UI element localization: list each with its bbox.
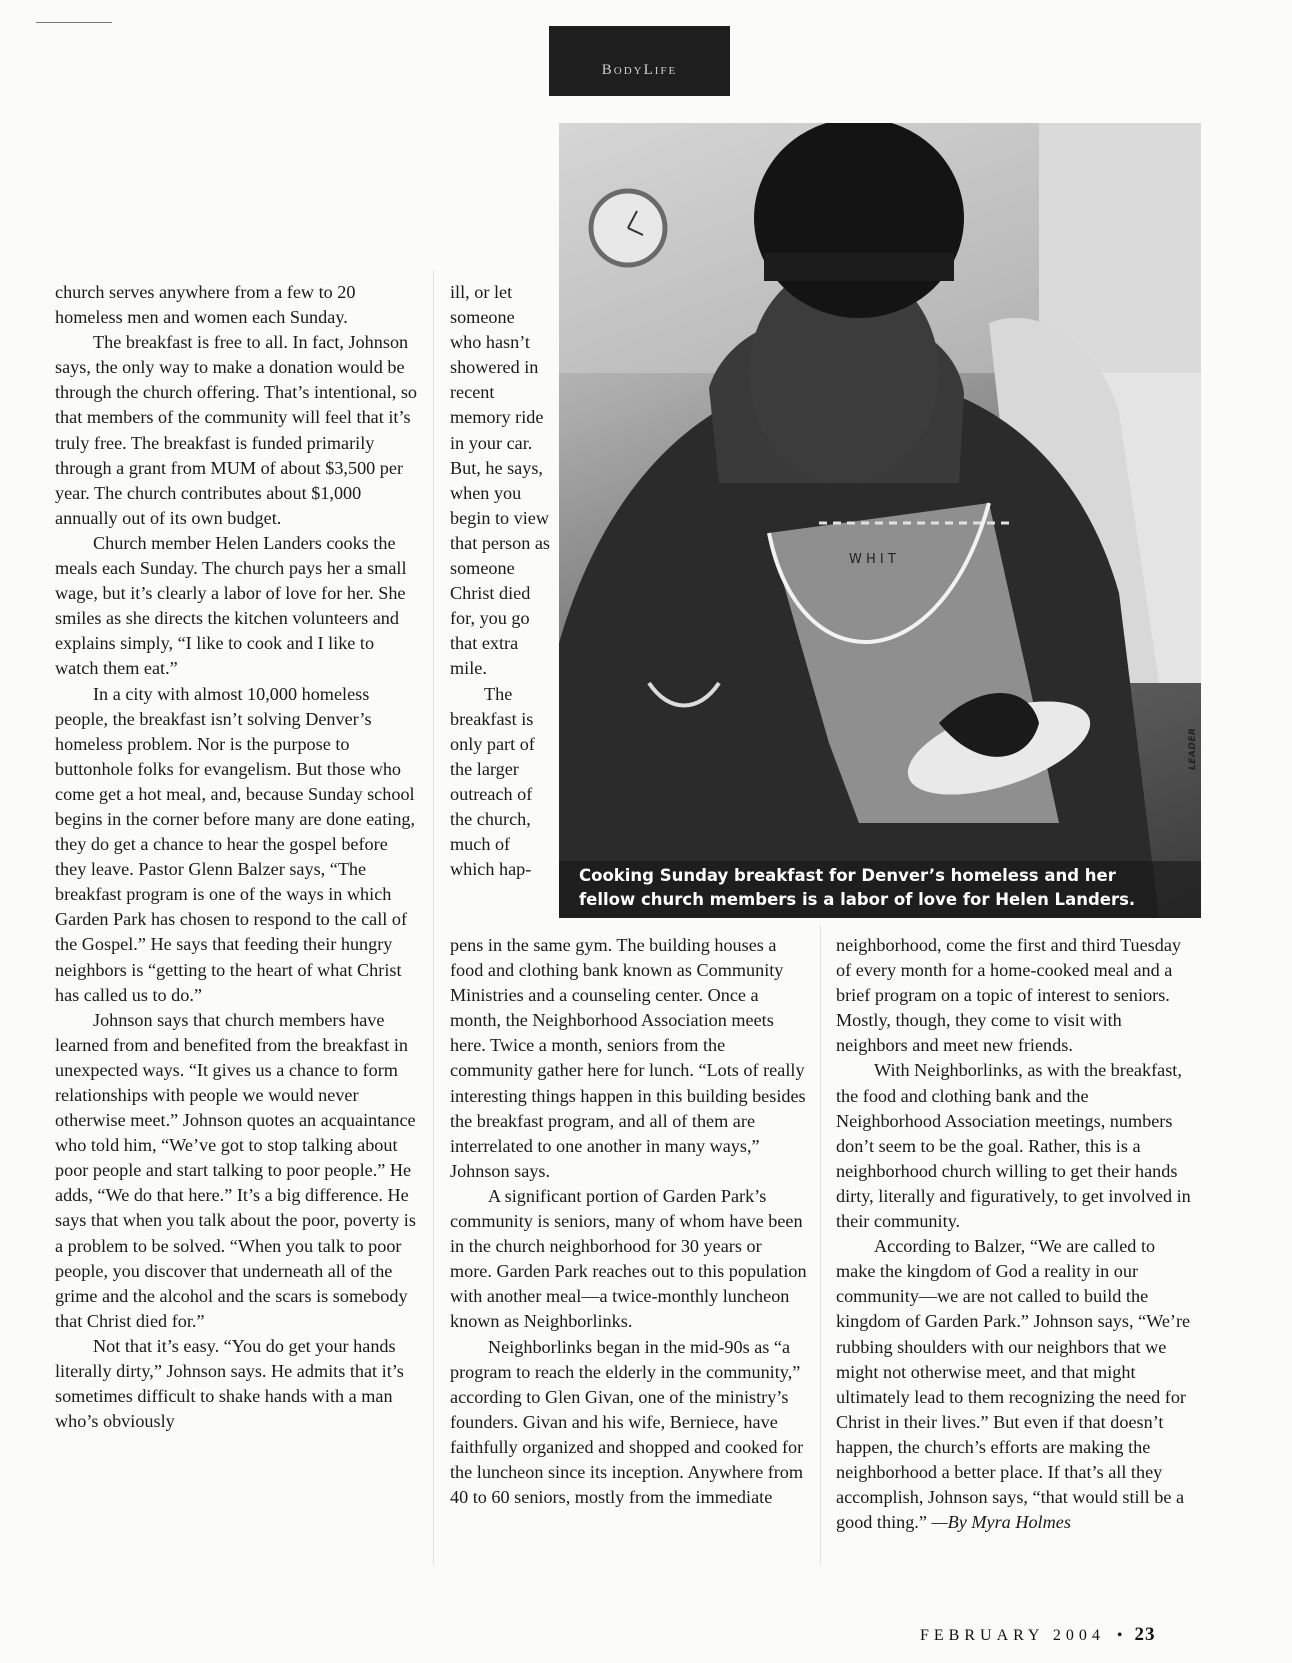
paragraph: The breakfast is only part of the larger outreach of the church, much of which hap-: [450, 683, 535, 880]
paragraph: [836, 1234, 1196, 1535]
photo-caption: [559, 861, 1201, 918]
caption-line-1: Cooking Sunday breakfast for Denver’s homeless and her: [579, 866, 1116, 885]
paragraph: Neighborlinks began in the mid-90s as “a program to reach the elderly in the community,” according to Glen Givan, one of the ministry’s founders. Givan and his wife, Berniece, have faithfully organized and shopped and cooked for the luncheon since its inception. Anywhere from 40 to 60 seniors, mostly from the immediate: [450, 1336, 804, 1508]
caption-line-2: fellow church members is a labor of love for Helen Landers.: [579, 890, 1136, 909]
hat-shape: [754, 123, 964, 318]
article-column-1: [55, 280, 419, 1434]
photo-credit: LEADER: [1188, 727, 1198, 770]
paragraph: A significant portion of Garden Park’s community is seniors, many of whom have been in the church neighborhood for 30 years or more. Garden Park reaches out to this population with another meal—a twice-monthly luncheon known as Neighborlinks.: [450, 1185, 807, 1332]
paragraph: With Neighborlinks, as with the breakfast, the food and clothing bank and the Neighborhood Association meetings, numbers don’t seem to be the goal. Rather, this is a neighborhood church willing to get their hands dirty, literally and figuratively, to get involved in their community.: [836, 1060, 1191, 1232]
paragraph: ill, or let someone who hasn’t showered in recent memory ride in your car. But, he says, when you begin to view that person as someone Christ died for, you go that extra mile.: [450, 282, 551, 679]
paragraph: Not that it’s easy. “You do get your hands literally dirty,” Johnson says. He admits that it’s sometimes difficult to shake hands with a man who’s obviously: [55, 1335, 404, 1432]
byline: —By Myra Holmes: [931, 1512, 1071, 1533]
paragraph: neighborhood, come the first and third Tuesday of every month for a home-cooked meal and a brief program on a topic of interest to seniors. Mostly, though, they come to visit with neighbors and meet new friends.: [836, 935, 1182, 1056]
paragraph: Johnson says that church members have learned from and benefited from the breakfast in unexpected ways. “It gives us a chance to form relationships with people we would never otherwise meet.” Johnson quotes an acquaintance who told him, “We’ve got to stop talking about poor people and start talking to poor people.” He adds, “We do that here.” It’s a big difference. He says that when you talk about the poor, poverty is a problem to be solved. “When you talk to poor people, you discover that underneath all of the grime and the alcohol and the scars is somebody that Christ died for.”: [55, 1009, 416, 1331]
page-footer: [920, 1624, 1155, 1646]
column-divider: [820, 925, 821, 1565]
issue-date: FEBRUARY 2004: [920, 1627, 1105, 1644]
paragraph: Church member Helen Landers cooks the meals each Sunday. The church pays her a small wage, but it’s clearly a labor of love for her. She smiles as she directs the kitchen volunteers and explains simply, “I like to cook and I like to watch them eat.”: [55, 532, 407, 679]
paragraph: The breakfast is free to all. In fact, Johnson says, the only way to make a donation would be through the church offering. That’s intentional, so that members of the community will feel that it’s truly free. The breakfast is funded primarily through a grant from MUM of about $3,500 per year. The church contributes about $1,000 annually out of its own budget.: [55, 332, 417, 528]
section-label: BodyLife: [601, 61, 678, 78]
page-number: 23: [1134, 1624, 1156, 1645]
apron-lettering: W H I T: [849, 552, 896, 567]
paragraph-text: According to Balzer, “We are called to make the kingdom of God a reality in our community—we are not called to build the kingdom of Garden Park.” Johnson says, “We’re rubbing shoulders with our neighbors that we might not otherwise meet, and that might ultimately lead to them recognizing the need for Christ in their lives.” But even if that doesn’t happen, the church’s efforts are making the neighborhood a better place. If that’s all they accomplish, Johnson says, “that would still be a good thing.”: [836, 1236, 1191, 1533]
article-column-2: [450, 933, 808, 1510]
paragraph: church serves anywhere from a few to 20 homeless men and women each Sunday.: [55, 282, 356, 328]
article-column-2-narrow: [450, 280, 550, 882]
article-photo: [559, 123, 1201, 918]
photo-illustration: [559, 123, 1201, 918]
section-tag: [549, 26, 730, 96]
paragraph: In a city with almost 10,000 homeless people, the breakfast isn’t solving Denver’s homeless problem. Nor is the purpose to buttonhole folks for evangelism. But those who come get a hot meal, and, because Sunday school begins in the corner before many are done eating, they do get a chance to hear the gospel before they leave. Pastor Glenn Balzer says, “The breakfast program is one of the ways in which Garden Park has chosen to respond to the call of the Gospel.” He says that feeding their hungry neighbors is “getting to the heart of what Christ has called us to do.”: [55, 683, 416, 1005]
article-column-3: [836, 933, 1196, 1535]
paragraph: pens in the same gym. The building houses a food and clothing bank known as Community Ministries and a counseling center. Once a month, the Neighborhood Association meets here. Twice a month, seniors from the community gather here for lunch. “Lots of really interesting things happen in this building besides the breakfast program, and all of them are interrelated to one another in many ways,” Johnson says.: [450, 935, 806, 1181]
top-rule: [36, 22, 112, 23]
footer-separator: •: [1116, 1627, 1123, 1644]
column-divider: [433, 270, 434, 1565]
